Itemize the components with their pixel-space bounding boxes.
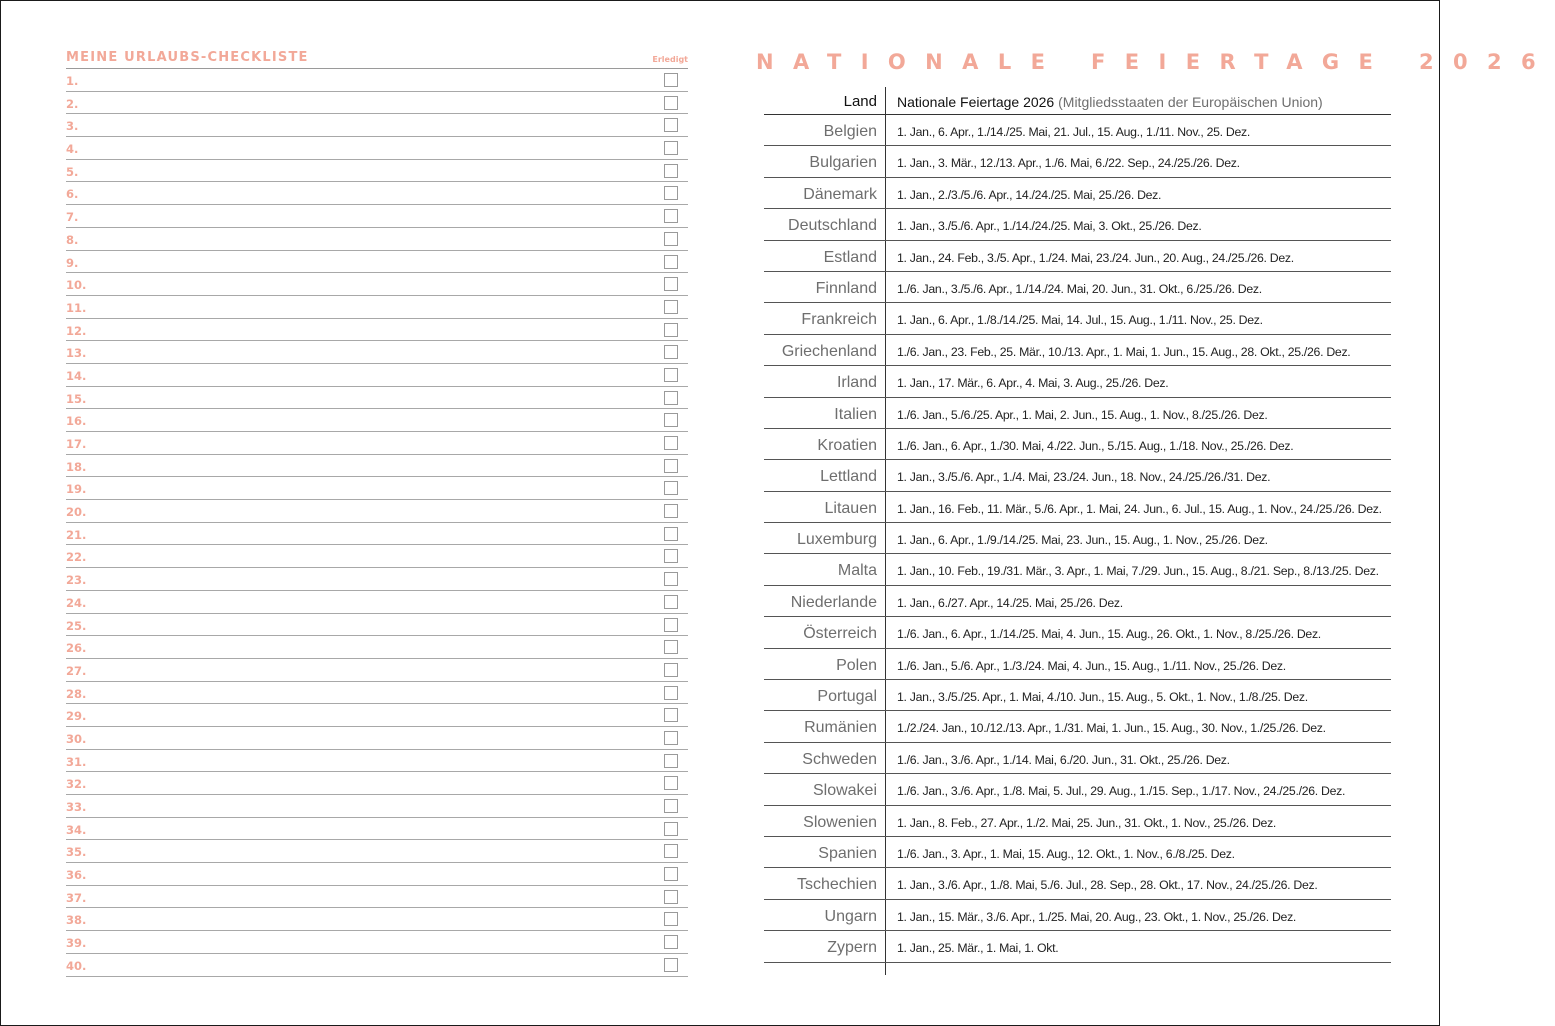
checklist-row: [66, 614, 688, 637]
holiday-dates: 1. Jan., 25. Mär., 1. Mai, 1. Okt.: [897, 941, 1059, 956]
checklist-number: 15.: [66, 391, 87, 406]
checklist-checkbox[interactable]: [664, 73, 678, 87]
holiday-row: [764, 774, 1391, 805]
checklist-checkbox[interactable]: [664, 459, 678, 473]
holiday-row: [764, 711, 1391, 742]
checklist-row: [66, 69, 688, 92]
checklist-checkbox[interactable]: [664, 164, 678, 178]
holiday-rows: [764, 115, 1391, 963]
checklist-row: [66, 704, 688, 727]
checklist-row: [66, 477, 688, 500]
checklist-row: [66, 500, 688, 523]
country-name: Finnland: [815, 279, 877, 297]
country-name: Deutschland: [788, 217, 877, 235]
checklist-number: 33.: [66, 800, 87, 814]
checklist-row: [66, 228, 688, 251]
holiday-row: [764, 272, 1391, 303]
checklist-checkbox[interactable]: [664, 391, 678, 405]
checklist-number: 7.: [66, 210, 79, 225]
country-name: Luxemburg: [796, 531, 877, 549]
checklist-row: [66, 92, 688, 115]
checklist-number: 14.: [66, 368, 87, 383]
checklist-row: [66, 931, 688, 954]
checklist-number: 27.: [66, 663, 87, 678]
holiday-dates: 1. Jan., 3./6. Apr., 1./8. Mai, 5./6. Jul., 28. Sep., 28. Okt., 17. Nov., 24./25./26. Dez.: [897, 878, 1318, 893]
country-name: Zypern: [827, 939, 877, 957]
holiday-row: [764, 335, 1391, 366]
checklist-checkbox[interactable]: [664, 708, 678, 722]
holiday-row: [764, 868, 1391, 899]
holiday-dates: 1. Jan., 6. Apr., 1./8./14./25. Mai, 14. Jul., 15. Aug., 1./11. Nov., 25. Dez.: [897, 313, 1263, 328]
checklist-row: [66, 659, 688, 682]
holiday-row: [764, 523, 1391, 554]
holidays-table: [764, 87, 1391, 963]
checklist-number: 21.: [66, 527, 87, 542]
checklist-number: 36.: [66, 868, 87, 883]
checklist-number: 4.: [66, 142, 79, 157]
country-name: Belgien: [823, 123, 877, 140]
country-name: Litauen: [824, 499, 877, 517]
checklist-number: 32.: [66, 777, 87, 792]
checklist-row: [66, 114, 688, 137]
holiday-dates: 1. Jan., 3./5./6. Apr., 1./4. Mai, 23./24. Jun., 18. Nov., 24./25./26./31. Dez.: [897, 470, 1271, 485]
country-name: Polen: [836, 656, 877, 674]
checklist-header: [66, 48, 688, 69]
holiday-row: [764, 398, 1391, 429]
checklist-checkbox[interactable]: [664, 663, 678, 677]
checklist-row: [66, 545, 688, 568]
checklist-number: 9.: [66, 255, 79, 270]
checklist-checkbox[interactable]: [664, 527, 678, 541]
header-title-main: Nationale Feiertage 2026: [897, 94, 1055, 110]
checklist-number: 22.: [66, 550, 87, 565]
checklist-row: [66, 591, 688, 614]
checklist-row: [66, 636, 688, 659]
country-name: Griechenland: [781, 342, 877, 360]
checklist-checkbox[interactable]: [664, 300, 678, 314]
checklist-row: [66, 341, 688, 364]
checklist-checkbox[interactable]: [664, 686, 678, 700]
checklist-row: [66, 182, 688, 205]
checklist-checkbox[interactable]: [664, 481, 678, 495]
holiday-dates: 1. Jan., 6./27. Apr., 14./25. Mai, 25./26. Dez.: [897, 595, 1123, 610]
header-subtitle: (Mitgliedsstaaten der Europäischen Union): [1058, 94, 1323, 110]
checklist-checkbox[interactable]: [664, 96, 678, 110]
country-name: Malta: [837, 562, 877, 580]
checklist-checkbox[interactable]: [664, 844, 678, 858]
checklist-row: [66, 387, 688, 410]
checklist-row: [66, 750, 688, 773]
holiday-row: [764, 429, 1391, 460]
header-land: Land: [843, 93, 877, 110]
checklist-number: 31.: [66, 754, 87, 769]
country-name: Portugal: [817, 688, 877, 706]
holiday-row: [764, 115, 1391, 146]
checklist-row: [66, 432, 688, 455]
checklist-checkbox[interactable]: [664, 368, 678, 382]
country-name: Rumänien: [804, 719, 877, 737]
checklist-row: [66, 319, 688, 342]
checklist-number: 16.: [66, 414, 87, 429]
holiday-row: [764, 492, 1391, 523]
country-name: Irland: [836, 374, 877, 392]
holiday-dates: 1./6. Jan., 5./6. Apr., 1./3./24. Mai, 4. Jun., 15. Aug., 1./11. Nov., 25./26. Dez.: [897, 658, 1286, 673]
holiday-dates: 1. Jan., 8. Feb., 27. Apr., 1./2. Mai, 25. Jun., 31. Okt., 1. Nov., 25./26. Dez.: [897, 815, 1277, 830]
checklist-checkbox[interactable]: [664, 890, 678, 904]
country-name: Italien: [834, 405, 877, 423]
checklist-number: 2.: [66, 96, 79, 111]
country-name: Niederlande: [790, 593, 877, 611]
checklist-checkbox[interactable]: [664, 345, 678, 359]
holiday-row: [764, 743, 1391, 774]
holiday-dates: 1./6. Jan., 6. Apr., 1./14./25. Mai, 4. Jun., 15. Aug., 26. Okt., 1. Nov., 8./25./26. Dez.: [897, 627, 1321, 642]
holiday-row: [764, 649, 1391, 680]
checklist-row: [66, 296, 688, 319]
checklist-row: [66, 137, 688, 160]
holiday-row: [764, 209, 1391, 240]
checklist-checkbox[interactable]: [664, 186, 678, 200]
country-name: Slowenien: [803, 813, 877, 831]
country-name: Tschechien: [796, 876, 877, 894]
holidays-title: NATIONALE FEIERTAGE 2026: [756, 50, 1555, 74]
checklist-title: MEINE URLAUBS-CHECKLISTE: [66, 50, 309, 65]
country-name: Schweden: [802, 750, 877, 768]
checklist-checkbox[interactable]: [664, 232, 678, 246]
checklist-row: [66, 455, 688, 478]
checklist-checkbox[interactable]: [664, 549, 678, 563]
holiday-dates: 1. Jan., 3./5./25. Apr., 1. Mai, 4./10. Jun., 15. Aug., 5. Okt., 1. Nov., 1./8./25. Dez.: [897, 690, 1308, 705]
holiday-row: [764, 178, 1391, 209]
checklist-number: 18.: [66, 459, 87, 474]
checklist-row: [66, 682, 688, 705]
holiday-dates: 1./6. Jan., 3. Apr., 1. Mai, 15. Aug., 12. Okt., 1. Nov., 6./8./25. Dez.: [897, 846, 1235, 861]
checklist-number: 23.: [66, 573, 87, 588]
checklist-number: 29.: [66, 709, 87, 724]
checklist-row: [66, 523, 688, 546]
checklist-number: 28.: [66, 686, 87, 701]
holiday-row: [764, 460, 1391, 491]
vacation-checklist: [66, 48, 688, 977]
holiday-dates: 1./6. Jan., 3./6. Apr., 1./8. Mai, 5. Jul., 29. Aug., 1./15. Sep., 1./17. Nov., 24./25./26. Dez.: [897, 784, 1346, 799]
checklist-done-label: Erledigt: [652, 55, 688, 64]
holiday-dates: 1. Jan., 6. Apr., 1./14./25. Mai, 21. Jul., 15. Aug., 1./11. Nov., 25. Dez.: [897, 125, 1250, 139]
holiday-dates: 1./6. Jan., 6. Apr., 1./30. Mai, 4./22. Jun., 5./15. Aug., 1./18. Nov., 25./26. Dez.: [897, 438, 1294, 453]
checklist-checkbox[interactable]: [664, 572, 678, 586]
country-name: Kroatien: [817, 436, 877, 454]
holiday-row: [764, 366, 1391, 397]
holiday-dates: 1. Jan., 3./5./6. Apr., 1./14./24./25. Mai, 3. Okt., 25./26. Dez.: [897, 219, 1202, 234]
checklist-row: [66, 251, 688, 274]
checklist-row: [66, 727, 688, 750]
checklist-number: 10.: [66, 278, 87, 293]
checklist-row: [66, 160, 688, 183]
checklist-number: 5.: [66, 164, 79, 179]
checklist-number: 6.: [66, 187, 79, 202]
country-name: Estland: [823, 248, 877, 266]
checklist-checkbox[interactable]: [664, 935, 678, 949]
checklist-number: 30.: [66, 731, 87, 746]
checklist-number: 39.: [66, 936, 87, 951]
country-name: Ungarn: [824, 907, 877, 925]
holiday-row: [764, 554, 1391, 585]
checklist-row: [66, 409, 688, 432]
checklist-row: [66, 954, 688, 977]
checklist-row: [66, 908, 688, 931]
checklist-row: [66, 886, 688, 909]
checklist-number: 37.: [66, 890, 87, 905]
checklist-checkbox[interactable]: [664, 141, 678, 155]
holiday-dates: 1. Jan., 24. Feb., 3./5. Apr., 1./24. Mai, 23./24. Jun., 20. Aug., 24./25./26. Dez.: [897, 250, 1294, 265]
holiday-dates: 1. Jan., 2./3./5./6. Apr., 14./24./25. Mai, 25./26. Dez.: [897, 187, 1162, 202]
holiday-row: [764, 586, 1391, 617]
checklist-number: 35.: [66, 845, 87, 860]
checklist-checkbox[interactable]: [664, 436, 678, 450]
checklist-checkbox[interactable]: [664, 118, 678, 132]
checklist-checkbox[interactable]: [664, 255, 678, 269]
checklist-number: 8.: [66, 232, 79, 247]
table-header: [764, 87, 1391, 115]
checklist-row: [66, 273, 688, 296]
holiday-row: [764, 241, 1391, 272]
holiday-dates: 1./6. Jan., 3./6. Apr., 1./14. Mai, 6./20. Jun., 31. Okt., 25./26. Dez.: [897, 752, 1230, 767]
checklist-number: 17.: [66, 437, 87, 451]
checklist-number: 20.: [66, 505, 87, 520]
holiday-row: [764, 837, 1391, 868]
checklist-checkbox[interactable]: [664, 731, 678, 745]
checklist-checkbox[interactable]: [664, 277, 678, 291]
country-name: Dänemark: [803, 185, 877, 203]
holiday-dates: 1. Jan., 10. Feb., 19./31. Mär., 3. Apr., 1. Mai, 7./29. Jun., 15. Aug., 8./21. Sep., 8./13./25. Dez.: [897, 564, 1379, 579]
holiday-row: [764, 806, 1391, 837]
holiday-row: [764, 617, 1391, 648]
holiday-dates: 1. Jan., 17. Mär., 6. Apr., 4. Mai, 3. Aug., 25./26. Dez.: [897, 376, 1169, 391]
checklist-checkbox[interactable]: [664, 958, 678, 972]
checklist-number: 26.: [66, 641, 87, 656]
holiday-dates: 1. Jan., 16. Feb., 11. Mär., 5./6. Apr., 1. Mai, 24. Jun., 6. Jul., 15. Aug., 1. Nov., 24./25./26. Dez.: [897, 501, 1382, 516]
holiday-dates: 1. Jan., 6. Apr., 1./9./14./25. Mai, 23. Jun., 15. Aug., 1. Nov., 25./26. Dez.: [897, 533, 1268, 548]
holiday-row: [764, 931, 1391, 962]
checklist-row: [66, 818, 688, 841]
holiday-row: [764, 146, 1391, 177]
checklist-checkbox[interactable]: [664, 776, 678, 790]
checklist-checkbox[interactable]: [664, 799, 678, 813]
country-name: Frankreich: [801, 311, 877, 329]
checklist-checkbox[interactable]: [664, 323, 678, 337]
checklist-row: [66, 205, 688, 228]
holiday-row: [764, 680, 1391, 711]
checklist-checkbox[interactable]: [664, 618, 678, 632]
checklist-row: [66, 568, 688, 591]
holiday-dates: 1. Jan., 3. Mär., 12./13. Apr., 1./6. Mai, 6./22. Sep., 24./25./26. Dez.: [897, 156, 1240, 171]
checklist-number: 1.: [66, 74, 79, 88]
country-name: Lettland: [820, 468, 877, 486]
checklist-number: 25.: [66, 618, 87, 633]
checklist-checkbox[interactable]: [664, 640, 678, 654]
checklist-number: 24.: [66, 595, 87, 610]
checklist-number: 19.: [66, 482, 87, 497]
holiday-dates: 1. Jan., 15. Mär., 3./6. Apr., 1./25. Mai, 20. Aug., 23. Okt., 1. Nov., 25./26. Dez.: [897, 909, 1297, 924]
checklist-row: [66, 772, 688, 795]
checklist-row: [66, 364, 688, 387]
checklist-number: 38.: [66, 913, 87, 928]
holiday-dates: 1./6. Jan., 5./6./25. Apr., 1. Mai, 2. Jun., 15. Aug., 1. Nov., 8./25./26. Dez.: [897, 407, 1268, 422]
checklist-checkbox[interactable]: [664, 595, 678, 609]
checklist-checkbox[interactable]: [664, 867, 678, 881]
checklist-checkbox[interactable]: [664, 754, 678, 768]
checklist-number: 11.: [66, 300, 87, 315]
country-name: Bulgarien: [809, 154, 877, 172]
holiday-row: [764, 900, 1391, 931]
country-name: Spanien: [818, 844, 877, 862]
checklist-row: [66, 863, 688, 886]
checklist-number: 3.: [66, 119, 79, 134]
checklist-checkbox[interactable]: [664, 822, 678, 836]
checklist-row: [66, 840, 688, 863]
checklist-checkbox[interactable]: [664, 413, 678, 427]
checklist-row: [66, 795, 688, 818]
checklist-number: 12.: [66, 323, 87, 338]
holiday-dates: 1./2./24. Jan., 10./12./13. Apr., 1./31. Mai, 1. Jun., 15. Aug., 30. Nov., 1./25./26. Dez.: [897, 721, 1326, 736]
header-title: [897, 94, 1323, 110]
holiday-dates: 1./6. Jan., 23. Feb., 25. Mär., 10./13. Apr., 1. Mai, 1. Jun., 15. Aug., 28. Okt., 25./26. Dez.: [897, 344, 1351, 359]
checklist-number: 34.: [66, 822, 87, 837]
holiday-row: [764, 303, 1391, 334]
checklist-rows: [66, 69, 688, 977]
holiday-dates: 1./6. Jan., 3./5./6. Apr., 1./14./24. Mai, 20. Jun., 31. Okt., 6./25./26. Dez.: [897, 281, 1262, 296]
checklist-checkbox[interactable]: [664, 209, 678, 223]
checklist-checkbox[interactable]: [664, 912, 678, 926]
checklist-number: 40.: [66, 958, 87, 973]
checklist-checkbox[interactable]: [664, 504, 678, 518]
country-name: Österreich: [803, 625, 877, 643]
country-name: Slowakei: [812, 782, 877, 800]
checklist-number: 13.: [66, 346, 87, 361]
